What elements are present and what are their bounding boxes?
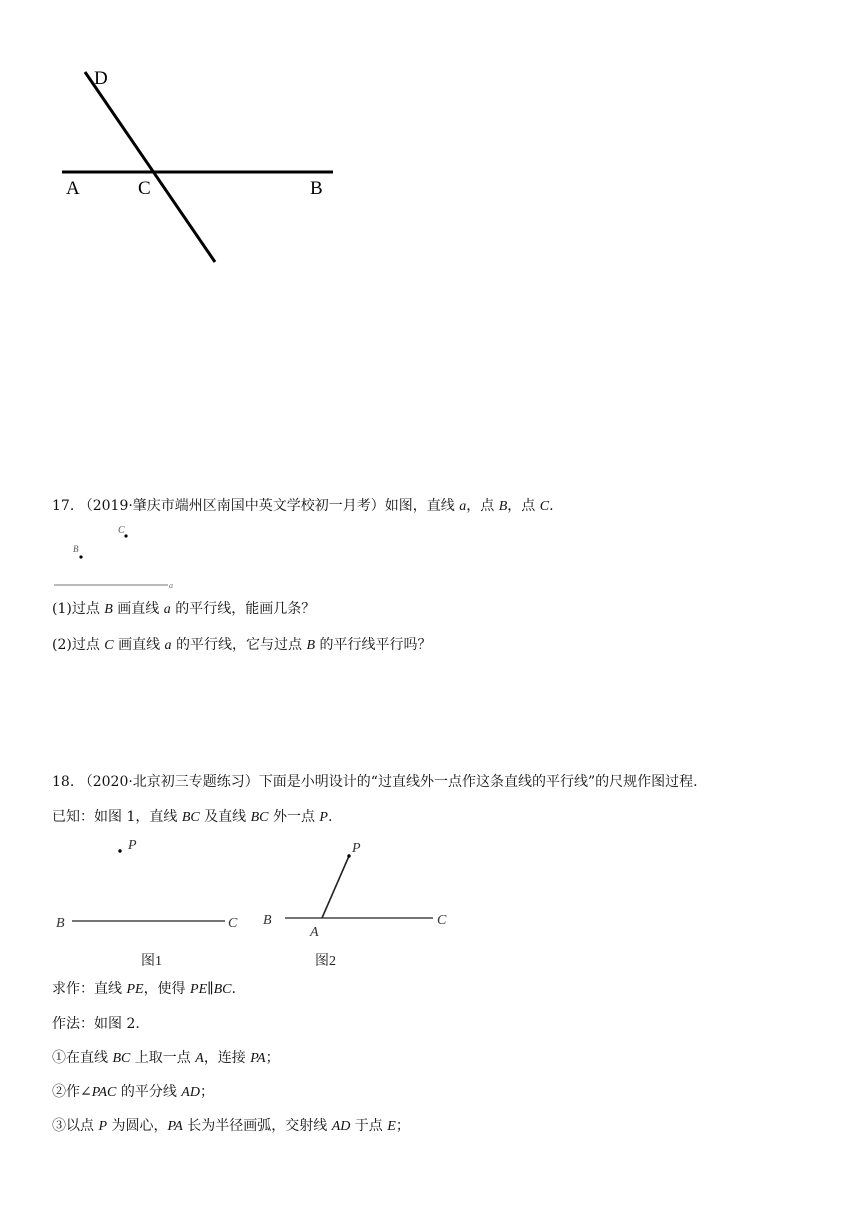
q18-step3: ③以点 P 为圆心，PA 长为半径画弧，交射线 AD 于点 E； [52,1118,410,1134]
line-cd [85,72,215,262]
label-b: B [310,178,323,199]
fig2-label-a: A [310,925,319,940]
intersecting-lines-figure [50,60,350,270]
q18-figure-1 [50,830,250,972]
q17-label-c: C [118,525,125,536]
q17-source: （2019·肇庆市端州区南国中英文学校初一月考） [78,498,385,514]
q18-method: 作法：如图 2. [52,1016,140,1032]
q18-source: （2020·北京初三专题练习） [78,774,259,790]
q18-stem: 18. （2020·北京初三专题练习）下面是小明设计的“过直线外一点作这条直线的平行线”的尺规作图过程. [52,774,698,790]
fig2-segment-pa [322,856,349,918]
fig2-label-p: P [352,841,361,856]
fig2-point-p [347,854,350,857]
q18-number: 18. [52,774,75,790]
fig1-label-c: C [228,916,238,931]
q18-step1: ①在直线 BC 上取一点 A，连接 PA； [52,1050,280,1066]
fig2-label-c: C [437,913,447,928]
fig1-caption: 图1 [141,954,162,969]
q17-point-b [79,555,82,558]
q17-sub1: (1)过点 B 画直线 a 的平行线，能画几条？ [52,601,316,617]
label-a: A [66,178,80,199]
q18-known: 已知：如图 1，直线 BC 及直线 BC 外一点 P. [52,809,333,825]
fig2-label-b: B [263,913,272,928]
q17-stem: 17. （2019·肇庆市端州区南国中英文学校初一月考）如图，直线 a，点 B，点 C. [52,498,554,514]
q18-step2: ②作∠PAC 的平分线 AD； [52,1084,214,1100]
q17-figure [50,520,180,592]
q18-figure-2 [255,830,460,972]
fig2-caption: 图2 [315,954,336,969]
q17-point-c [124,534,127,537]
label-d: D [94,68,108,89]
q17-label-b: B [73,544,79,554]
q17-label-a: a [169,581,173,590]
q18-requirement: 求作：直线 PE，使得 PE∥BC. [52,981,236,997]
q17-number: 17. [52,498,75,514]
fig1-point-p [118,849,121,852]
fig1-label-b: B [56,916,65,931]
q17-sub2: (2)过点 C 画直线 a 的平行线，它与过点 B 的平行线平行吗？ [52,637,432,653]
parallel-symbol: ∥ [207,981,214,997]
label-c: C [138,178,151,199]
fig1-label-p: P [128,838,137,853]
